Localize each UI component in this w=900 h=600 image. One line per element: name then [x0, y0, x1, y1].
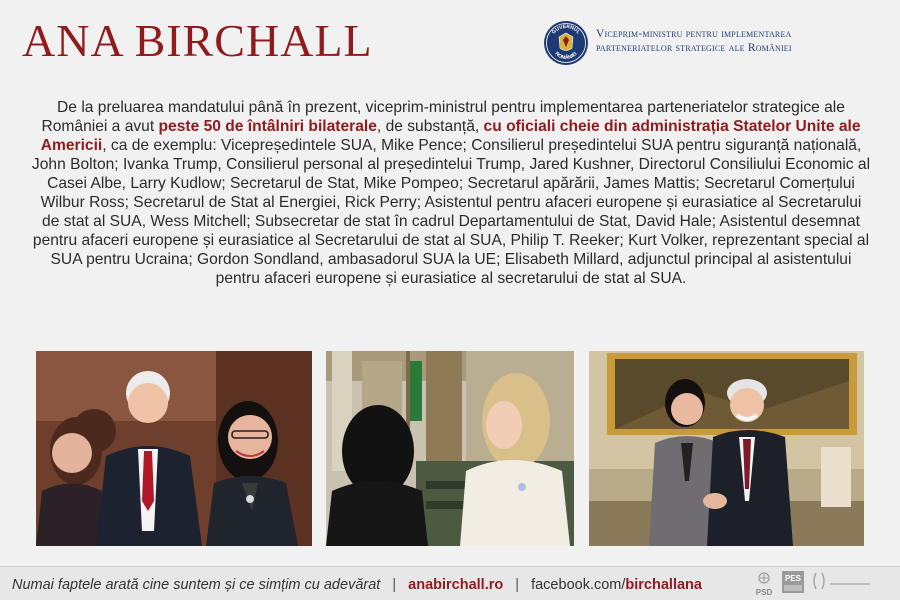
main-paragraph [30, 98, 872, 288]
paragraph-part-2: , de substanță, [376, 118, 484, 135]
photo-meeting-pence [36, 351, 312, 546]
header [0, 0, 900, 80]
footer-website-link[interactable]: anabirchall.ro [408, 577, 504, 593]
brand-title: ANA BIRCHALL [22, 15, 373, 66]
government-seal-icon [543, 20, 589, 66]
footer-separator-2: | [515, 577, 520, 593]
paragraph-highlight-meetings: peste 50 de întâlniri bilaterale [158, 118, 377, 135]
party-logos [750, 569, 890, 599]
paragraph-part-3: , ca de exemplu: Vicepreședintele SUA, Mike Pence; Consilierul președintelui SUA pentru siguranță națională, John Bolton; Ivanka Trump, Consilierul personal al președintelui Trump, Jared Kushner, Directorul Consiliului Economic al Casei Albe, Larry Kudlow; Secretarul de Stat, Mike Pompeo; Secretarul apărării, James Mattis; Secretarul Comerțului Wilbur Ross; Secretarul de Stat al Energiei, Rick Perry; Asistentul pentru afaceri europene și eurasiatice al Secretarului de stat al SUA, Wess Mitchell; Subsecretar de stat în cadrul Departamentului de Stat, David Hale; Asistentul desemnat pentru afaceri europene și eurasiatice al Secretarului de stat al SUA, Philip T. Reeker; Kurt Volker, reprezentant special al SUA pentru Ucraina; Gordon Sondland, ambasadorul SUA la UE; Elisabeth Millard, adjunctul principal al asistentului pentru afaceri europene și eurasiatice al secretarului de stat al SUA. [31, 137, 871, 287]
government-title-line-1: Viceprim-ministru pentru implementarea [596, 28, 792, 40]
organization-logo-icon [814, 573, 870, 589]
pes-logo-text: PES [784, 574, 802, 583]
footer-separator-1: | [392, 577, 397, 593]
photo-meeting-bolton [589, 351, 864, 546]
footer-facebook-prefix: facebook.com/ [531, 577, 626, 593]
footer [0, 566, 900, 600]
government-title-line-2: parteneriatelor strategice ale României [596, 42, 792, 54]
footer-facebook-link[interactable] [531, 577, 702, 593]
government-office-title [596, 27, 896, 55]
paragraph-part-1: De la preluarea mandatului până în prezent, viceprim-ministrul pentru implementarea parteneriatelor strategice ale României a avut [41, 99, 845, 135]
paragraph-highlight-officials: cu oficiali cheie din administrația Statelor Unite ale Americii [40, 118, 861, 154]
photo-strip [36, 351, 864, 546]
footer-facebook-handle: birchallana [625, 577, 702, 593]
psd-logo-text: PSD [755, 588, 773, 597]
svg-text:ROMÂNIEI: ROMÂNIEI [553, 50, 579, 62]
svg-text:GUVERNUL: GUVERNUL [550, 23, 582, 36]
photo-meeting-ivanka-trump [326, 351, 574, 546]
pes-logo-icon [782, 571, 804, 593]
footer-motto: Numai faptele arată cine suntem și ce simțim cu adevărat [12, 577, 381, 593]
footer-line [12, 577, 702, 593]
psd-logo-icon [756, 573, 773, 597]
